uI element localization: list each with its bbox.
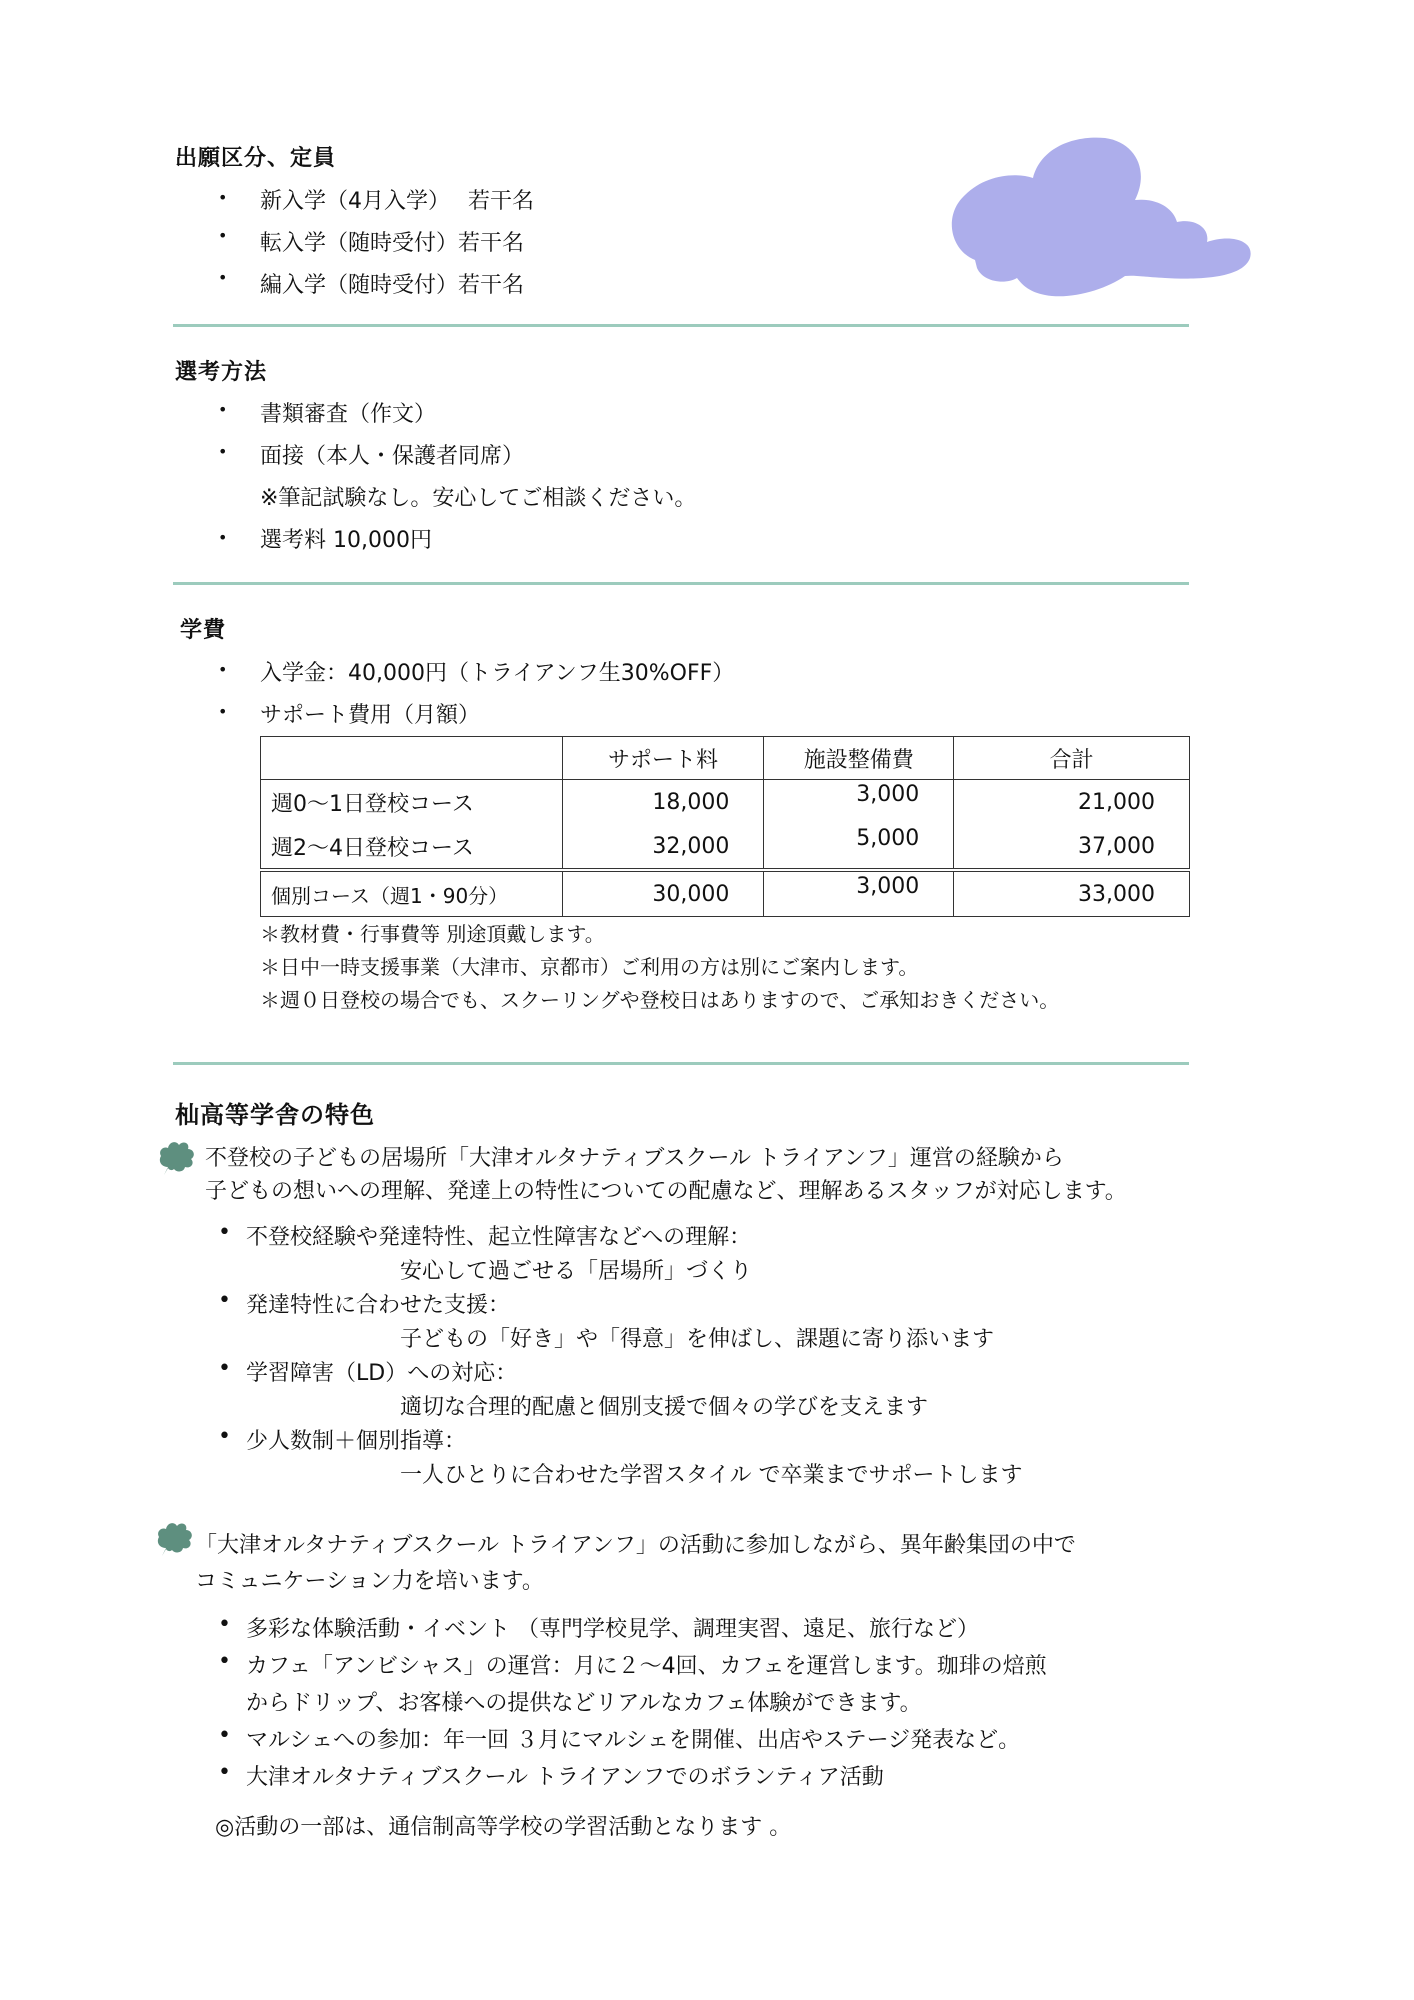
feature-detail: 適切な合理的配慮と個別支援で個々の学びを支えます: [400, 1395, 929, 1420]
table-cell: 21,000: [954, 780, 1190, 825]
table-cell: 5,000: [764, 824, 954, 870]
feature-item: • 発達特性に合わせた支援：: [246, 1288, 510, 1319]
features-intro-line: 子どもの想いへの理解、発達上の特性についての配慮など、理解あるスタッフが対応します。: [205, 1179, 1127, 1204]
table-cell: 33,000: [954, 870, 1190, 917]
activity-item: • カフェ「アンビシャス」の運営：月に２〜4回、カフェを運営します。珈琲の焙煎: [246, 1649, 1047, 1680]
feature-detail: 子どもの「好き」や「得意」を伸ばし、課題に寄り添います: [400, 1327, 995, 1352]
table-header-cell: [261, 737, 563, 780]
selection-heading: 選考方法: [175, 360, 268, 385]
admission-item: 編入学（随時受付）若干名: [260, 273, 525, 298]
admission-item: 転入学（随時受付）若干名: [260, 231, 525, 256]
bullet: •: [218, 188, 228, 207]
fees-note: ＊週０日登校の場合でも、スクーリングや登校日はありますので、ご承知おきください。: [260, 988, 1060, 1012]
fees-note: ＊日中一時支援事業（大津市、京都市）ご利用の方は別にご案内します。: [260, 955, 919, 979]
table-header-cell: 施設整備費: [764, 737, 954, 780]
table-cell: 週0〜1日登校コース: [261, 780, 563, 825]
activity-item: • 大津オルタナティブスクール トライアンフでのボランティア活動: [246, 1760, 884, 1791]
features-intro-line: コミュニケーション力を培います。: [195, 1569, 544, 1594]
feature-detail: 一人ひとりに合わせた学習スタイル で卒業までサポートします: [400, 1463, 1023, 1488]
section-divider: [173, 1062, 1189, 1065]
admission-heading: 出願区分、定員: [175, 146, 337, 171]
activity-item: • マルシェへの参加：年一回 ３月にマルシェを開催、出店やステージ発表など。: [246, 1723, 1020, 1754]
features-intro-line: 不登校の子どもの居場所「大津オルタナティブスクール トライアンフ」運営の経験から: [205, 1146, 1064, 1171]
table-cell: 32,000: [562, 824, 764, 870]
table-cell: 週2〜4日登校コース: [261, 824, 563, 870]
selection-item: 書類審査（作文）: [260, 402, 437, 427]
fees-heading: 学費: [180, 618, 227, 643]
features-intro-line: 「大津オルタナティブスクール トライアンフ」の活動に参加しながら、異年齢集団の中で: [195, 1533, 1076, 1558]
table-cell: 個別コース（週1・90分）: [261, 870, 563, 917]
admission-item: 新入学（4月入学） 若干名: [260, 189, 535, 214]
table-cell: 18,000: [562, 780, 764, 825]
table-cell: 3,000: [764, 780, 954, 825]
bullet: •: [218, 702, 228, 721]
table-cell: 37,000: [954, 824, 1190, 870]
leaf-icon: [153, 1518, 195, 1560]
features-footer-note: ◎活動の一部は、通信制高等学校の学習活動となります 。: [215, 1815, 792, 1840]
cloud-decoration: [945, 130, 1265, 300]
feature-detail: 安心して過ごせる「居場所」づくり: [400, 1259, 753, 1284]
table-header-cell: サポート料: [562, 737, 764, 780]
fees-item: サポート費用（月額）: [260, 703, 481, 728]
fees-item: 入学金：40,000円（トライアンフ生30%OFF）: [260, 661, 735, 686]
fees-note: ＊教材費・行事費等 別途頂戴します。: [260, 922, 605, 946]
bullet: •: [218, 226, 228, 245]
selection-item: 選考料 10,000円: [260, 528, 432, 553]
fees-table: [260, 736, 1190, 917]
section-divider: [173, 582, 1189, 585]
table-cell: 30,000: [562, 870, 764, 917]
activity-item-continued: からドリップ、お客様への提供などリアルなカフェ体験ができます。: [246, 1691, 922, 1716]
table-cell: 3,000: [764, 870, 954, 917]
selection-note: ※筆記試験なし。安心してご相談ください。: [260, 486, 697, 511]
bullet: •: [218, 660, 228, 679]
table-row: [261, 870, 1190, 917]
feature-item: • 少人数制＋個別指導：: [246, 1424, 466, 1455]
leaf-icon: [155, 1137, 197, 1179]
section-divider: [173, 324, 1189, 327]
features-heading: 杣高等学舎の特色: [175, 1101, 375, 1129]
bullet: •: [218, 442, 228, 461]
activity-item: • 多彩な体験活動・イベント （専門学校見学、調理実習、遠足、旅行など）: [246, 1612, 979, 1643]
feature-item: • 不登校経験や発達特性、起立性障害などへの理解：: [246, 1220, 751, 1251]
table-row: [261, 780, 1190, 825]
table-header-cell: 合計: [954, 737, 1190, 780]
selection-item: 面接（本人・保護者同席）: [260, 444, 525, 469]
table-header-row: [261, 737, 1190, 780]
feature-item: • 学習障害（LD）への対応：: [246, 1356, 517, 1387]
bullet: •: [218, 400, 228, 419]
bullet: •: [218, 528, 228, 547]
bullet: •: [218, 268, 228, 287]
table-row: [261, 824, 1190, 870]
